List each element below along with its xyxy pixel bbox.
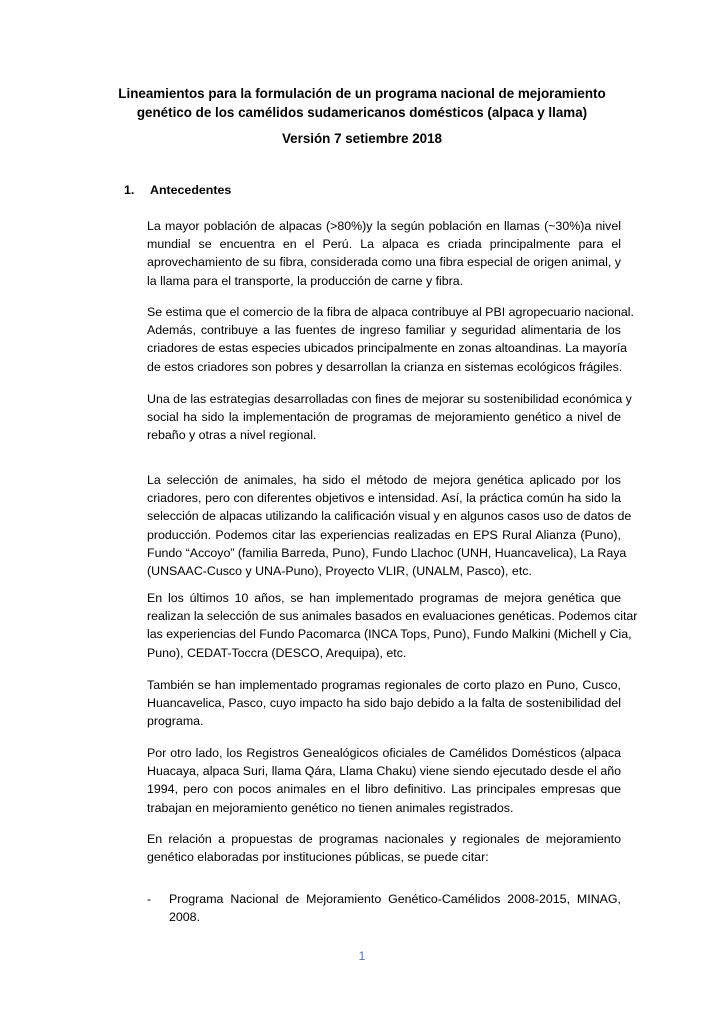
paragraph-line: 1994, pero con pocos animales en el libro definitivo. Las principales empresas que	[147, 782, 621, 797]
section-number: 1.	[124, 183, 135, 197]
paragraph-line: Además, contribuye a las fuentes de ingreso familiar y seguridad alimentaria de los	[147, 323, 621, 338]
section-heading	[124, 181, 231, 199]
paragraph-line: social ha sido la implementación de programas de mejoramiento genético a nivel de	[147, 410, 621, 425]
paragraph-line: criadores de estas especies ubicados principalmente en zonas altoandinas. La mayoría	[147, 341, 628, 356]
paragraph	[147, 589, 638, 662]
bullet-marker: -	[147, 892, 152, 906]
paragraph-line: mundial se encuentra en el Perú. La alpaca es criada principalmente para el	[147, 237, 621, 252]
paragraph-line: de estos criadores son pobres y desarrollan la crianza en sistemas ecológicos frágiles.	[147, 359, 623, 374]
paragraph-line: (UNSAAC-Cusco y UNA-Puno), Proyecto VLIR, (UNALM, Pasco), etc.	[147, 564, 532, 579]
paragraph-line: En relación a propuestas de programas nacionales y regionales de mejoramiento	[147, 832, 621, 846]
page-number: 1	[358, 949, 366, 963]
paragraph-line: Huacaya, alpaca Suri, llama Qára, Llama Chaku) viene siendo ejecutado desde el año	[147, 764, 621, 779]
paragraph-line: Fundo “Accoyo” (familia Barreda, Puno), Fundo Llachoc (UNH, Huancavelica), La Raya	[147, 545, 627, 560]
paragraph-line: aprovechamiento de su fibra, considerada como una fibra especial de origen animal, y	[147, 255, 621, 270]
section-title: Antecedentes	[150, 183, 232, 197]
paragraph	[147, 390, 632, 445]
paragraph-line: Una de las estrategias desarrolladas con fines de mejorar su sostenibilidad económica y	[147, 392, 632, 406]
bullet-text	[169, 890, 621, 926]
paragraph	[147, 676, 621, 731]
title-line: Lineamientos para la formulación de un programa nacional de mejoramiento	[118, 86, 606, 101]
paragraph-line: Puno), CEDAT-Toccra (DESCO, Arequipa), etc.	[147, 645, 407, 660]
paragraph-line: Se estima que el comercio de la fibra de alpaca contribuye al PBI agropecuario nacional.	[147, 305, 634, 319]
paragraph-line: la llama para el transporte, la producción de carne y fibra.	[147, 273, 464, 288]
paragraph-line: También se han implementado programas regionales de corto plazo en Puno, Cusco,	[147, 678, 621, 692]
bullet-line: 2008.	[169, 910, 201, 925]
paragraph	[147, 830, 621, 866]
paragraph	[147, 303, 634, 376]
paragraph-line: La selección de animales, ha sido el método de mejora genética aplicado por los	[147, 473, 621, 487]
paragraph	[147, 471, 632, 580]
paragraph-line: criadores, pero con diferentes objetivos e intensidad. Así, la práctica común ha sido la	[147, 491, 621, 506]
paragraph-line: programa.	[147, 714, 204, 729]
paragraph-line: Huancavelica, Pasco, cuyo impacto ha sido bajo debido a la falta de sostenibilidad del	[147, 696, 621, 711]
paragraph-line: genético elaboradas por instituciones públicas, se puede citar:	[147, 850, 489, 865]
paragraph-line: rebaño y otras a nivel regional.	[147, 428, 317, 443]
paragraph	[147, 744, 621, 817]
paragraph-line: La mayor población de alpacas (>80%)y la según población en llamas (~30%)a nivel	[147, 219, 621, 233]
paragraph-line: las experiencias del Fundo Pacomarca (INCA Tops, Puno), Fundo Malkini (Michell y Cia,	[147, 627, 632, 642]
bullet-line: Programa Nacional de Mejoramiento Genético-Camélidos 2008-2015, MINAG,	[169, 892, 621, 906]
paragraph	[147, 217, 621, 290]
title-line: genético de los camélidos sudamericanos domésticos (alpaca y llama)	[136, 105, 588, 120]
document-title	[100, 84, 624, 122]
paragraph-line: Por otro lado, los Registros Genealógicos oficiales de Camélidos Domésticos (alpaca	[147, 746, 621, 760]
paragraph-line: En los últimos 10 años, se han implementado programas de mejora genética que	[147, 591, 621, 605]
paragraph-line: realizan la selección de sus animales basados en evaluaciones genéticas. Podemos citar	[147, 609, 638, 624]
document-version: Versión 7 setiembre 2018	[281, 131, 443, 146]
paragraph-line: producción. Podemos citar las experiencias realizadas en EPS Rural Alianza (Puno),	[147, 527, 621, 542]
paragraph-line: trabajan en mejoramiento genético no tienen animales registrados.	[147, 800, 514, 815]
paragraph-line: selección de alpacas utilizando la calificación visual y en algunos casos uso de datos de	[147, 509, 632, 524]
